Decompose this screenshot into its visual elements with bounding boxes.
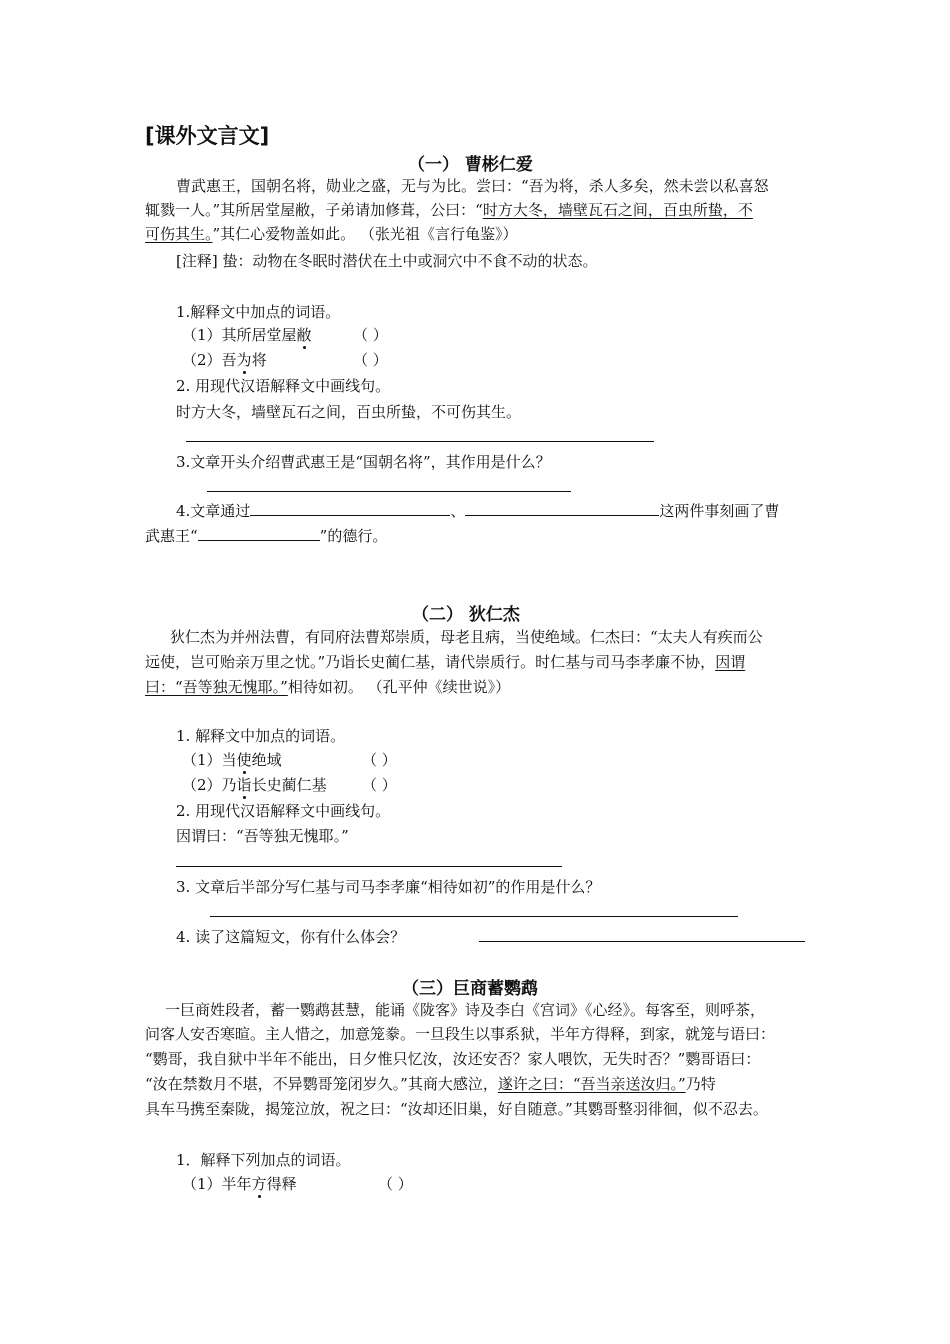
document-title: [课外文言文] [145,124,270,148]
s3-q1-item-1: （1）半年方得释 [182,1175,297,1193]
dotted-char: 使 [236,751,252,769]
s1-question-2: 2. 用现代汉语解释文中画线句。 [176,377,391,395]
s1-question-3: 3.文章开头介绍曹武惠王是“国朝名将”，其作用是什么？ [176,453,551,471]
dotted-char: 为 [236,351,252,369]
s3-passage-line-3: “鹦哥，我自狱中半年不能出，日夕惟只忆汝，汝还安否？家人喂饮，无失时否？”鹦哥语曰： [145,1050,761,1068]
s2-underlined-sentence-part-1: 因谓 [715,653,746,671]
dotted-char: 诣 [236,776,252,794]
s1-question-4-line-1: 4.文章通过 、 这两件事刻画了曹 [176,502,780,520]
dotted-char: 方 [251,1175,267,1193]
s2-question-2: 2. 用现代汉语解释文中画线句。 [176,802,391,820]
s3-q1-item-1-answer[interactable]: （ ） [378,1175,413,1193]
s1-q1-item-2: （2）吾为将 [182,351,267,369]
s2-q2-answer-line[interactable] [176,866,562,867]
s2-question-4: 4. 读了这篇短文，你有什么体会？ [176,928,406,946]
s3-passage-line-1: 一巨商姓段者，蓄一鹦鹉甚慧，能诵《陇客》诗及李白《宫词》《心经》。每客至，则呼茶， [165,1001,766,1019]
section-2-heading: （二） 狄仁杰 [412,605,520,625]
s1-q1-item-2-answer[interactable]: （ ） [353,351,388,369]
s1-passage-line-2: 辄戮一人。”其所居堂屋敝，子弟请加修葺，公曰：“时方大冬，墙壁瓦石之间，百虫所蛰，不 [145,201,753,219]
s3-passage-line-4: “汝在禁数月不堪，不异鹦哥笼闭岁久。”其商大感泣，遂许之曰：“吾当亲送汝归。”乃特 [145,1075,716,1093]
s1-q1-item-1: （1）其所居堂屋敝 [182,326,312,344]
s1-q2-sentence: 时方大冬，墙壁瓦石之间，百虫所蛰，不可伤其生。 [176,403,522,421]
s1-underlined-sentence-part-2: 可伤其生。 [145,225,213,243]
s1-q4-blank-1[interactable] [250,501,450,516]
s1-q3-answer-line[interactable] [207,491,571,492]
s2-question-1: 1. 解释文中加点的词语。 [176,727,346,745]
section-3-heading: （三）巨商蓄鹦鹉 [402,979,538,999]
s3-passage-line-2: 问客人安否寒暄。主人惜之，加意笼豢。一旦段生以事系狱，半年方得释，到家，就笼与语曰： [145,1025,776,1043]
s2-question-3: 3. 文章后半部分写仁基与司马李孝廉“相待如初”的作用是什么？ [176,878,601,896]
s1-question-4-line-2: 武惠王“ ”的德行。 [145,527,388,545]
s1-passage-line-1: 曹武惠王，国朝名将，勋业之盛，无与为比。尝曰：“吾为将，杀人多矣，然未尝以私喜怒 [176,177,769,195]
s3-passage-line-5: 具车马携至秦陇，揭笼泣放，祝之曰：“汝却还旧巢，好自随意。”其鹦哥整羽徘徊，似不忍去。 [145,1100,768,1118]
s2-q1-item-2-answer[interactable]: （ ） [362,776,397,794]
section-1-heading: （一） 曹彬仁爱 [408,155,533,175]
s2-q1-item-1: （1）当使绝域 [182,751,282,769]
dotted-char: 敝 [296,326,312,344]
s2-passage-line-3: 曰：“吾等独无愧耶。”相待如初。 （孔平仲《续世说》） [145,678,511,696]
s2-underlined-sentence-part-2: 曰：“吾等独无愧耶。” [145,678,288,696]
s1-annotation: [注释] 蛰：动物在冬眠时潜伏在土中或洞穴中不食不动的状态。 [176,252,598,270]
s2-q1-item-1-answer[interactable]: （ ） [362,751,397,769]
s1-q1-item-1-answer[interactable]: （ ） [353,326,388,344]
s2-q1-item-2: （2）乃诣长史蔺仁基 [182,776,327,794]
s2-q2-sentence: 因谓曰：“吾等独无愧耶。” [176,827,349,845]
s2-passage-line-2: 远使，岂可贻亲万里之忧。”乃诣长史蔺仁基，请代崇质行。时仁基与司马李孝廉不协，因谓 [145,653,746,671]
s1-q2-answer-line[interactable] [186,441,654,442]
s3-question-1: 1．解释下列加点的词语。 [176,1151,351,1169]
s1-q4-blank-3[interactable] [198,526,320,541]
s1-question-1: 1.解释文中加点的词语。 [176,303,341,321]
s3-underlined-sentence: 遂许之曰：“吾当亲送汝归。” [497,1075,686,1093]
s2-passage-line-1: 狄仁杰为并州法曹，有同府法曹郑崇质，母老且病，当使绝域。仁杰曰：“太夫人有疾而公 [170,628,763,646]
s1-passage-line-3: 可伤其生。”其仁心爱物盖如此。 （张光祖《言行龟鉴》） [145,225,518,243]
s1-underlined-sentence-part-1: 时方大冬，墙壁瓦石之间，百虫所蛰，不 [482,201,753,219]
s2-q3-answer-line[interactable] [210,916,738,917]
s1-q4-blank-2[interactable] [465,501,659,516]
s2-q4-answer-line[interactable] [479,941,805,942]
